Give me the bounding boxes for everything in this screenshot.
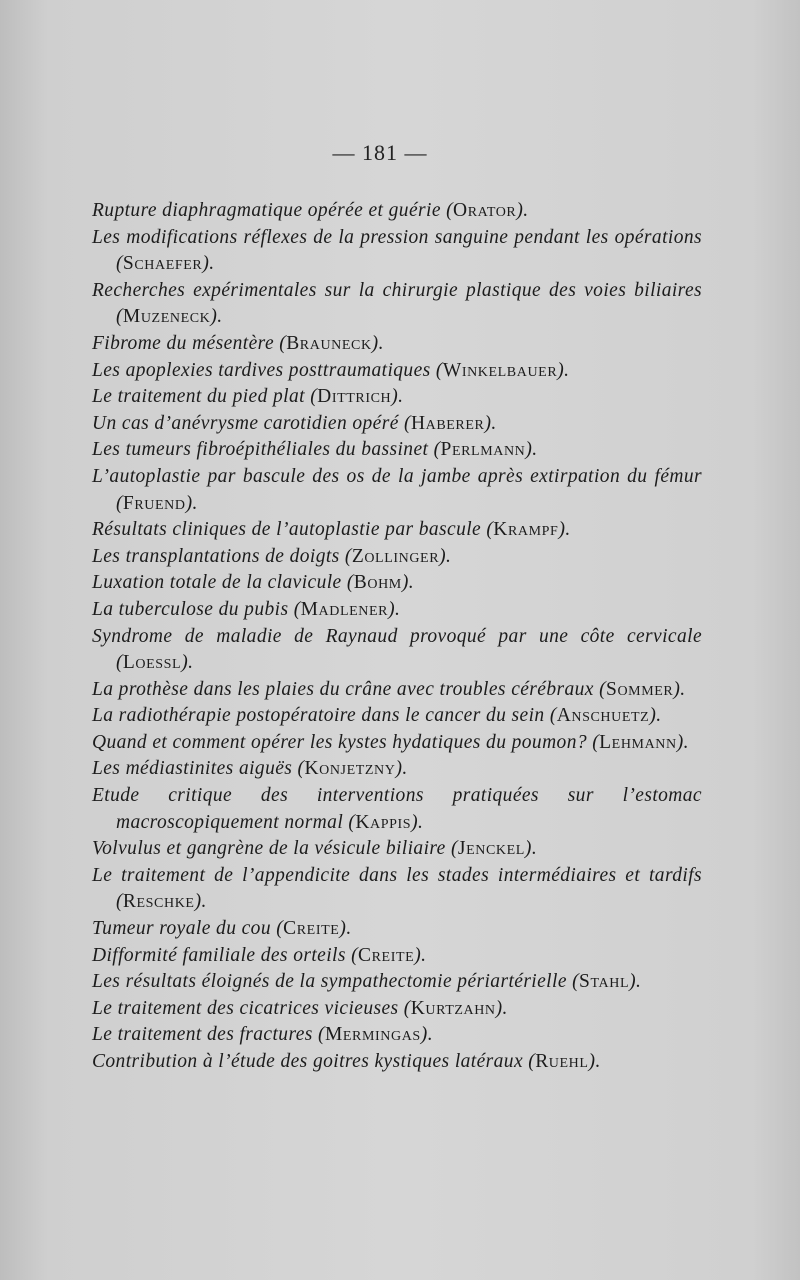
entry-title: Les apoplexies tardives posttraumatiques xyxy=(92,359,431,381)
entry-author: Brauneck xyxy=(286,332,372,354)
bibliography-entry: La radiothérapie postopératoire dans le cancer du sein (Anschuetz). xyxy=(92,705,662,727)
entry-author: Lehmann xyxy=(599,731,677,753)
entry-author: Sommer xyxy=(606,678,674,700)
entry-title: La prothèse dans les plaies du crâne avec troubles cérébraux xyxy=(92,678,594,700)
entry-author: Jenckel xyxy=(457,838,525,860)
entry-title: Rupture diaphragmatique opérée et guérie xyxy=(92,200,441,221)
bibliography-entry: Recherches expérimentales sur la chirurgie plastique des voies biliaires (Muzeneck). xyxy=(92,279,702,328)
entry-title: Les transplantations de doigts xyxy=(92,545,340,567)
entry-title: Contribution à l’étude des goitres kystiques latéraux xyxy=(92,1051,524,1072)
entry-author: Reschke xyxy=(122,891,195,913)
entry-title: Un cas d’anévrysme carotidien opéré xyxy=(92,412,399,434)
bibliography-entry: Rupture diaphragmatique opérée et guérie (Orator). xyxy=(92,200,529,221)
bibliography-entry: Quand et comment opérer les kystes hydatiques du poumon? (Lehmann). xyxy=(92,731,689,753)
entry-author: Dittrich xyxy=(317,386,392,408)
entry-author: Kurtzahn xyxy=(410,997,496,1019)
entry-title: Les tumeurs fibroépithéliales du bassinet xyxy=(92,439,429,461)
bibliography-entry: L’autoplastie par bascule des os de la jambe après extirpation du fémur (Fruend). xyxy=(92,465,702,514)
bibliography-entry: Luxation totale de la clavicule (Bohm). xyxy=(92,572,415,594)
bibliography-entry: Les tumeurs fibroépithéliales du bassinet (Perlmann). xyxy=(92,439,538,461)
bibliography-entry: Les transplantations de doigts (Zollinger). xyxy=(92,545,452,567)
bibliography-entry: Fibrome du mésentère (Brauneck). xyxy=(92,332,384,354)
entry-title: Fibrome du mésentère xyxy=(92,332,275,354)
entry-author: Winkelbauer xyxy=(442,359,558,381)
entry-author: Schaefer xyxy=(122,253,203,275)
entry-title: Les médiastinites aiguës xyxy=(92,758,293,780)
entry-title: La tuberculose du pubis xyxy=(92,598,289,620)
entry-author: Loessl xyxy=(122,652,182,674)
entry-title: Le traitement des fractures xyxy=(92,1024,313,1046)
entry-author: Creite xyxy=(358,944,415,966)
entry-title: Volvulus et gangrène de la vésicule biliaire xyxy=(92,838,446,860)
bibliography-entry: Le traitement des cicatrices vicieuses (Kurtzahn). xyxy=(92,997,508,1019)
bibliography-entry: Tumeur royale du cou (Creite). xyxy=(92,918,352,940)
entry-author: Anschuetz xyxy=(556,705,650,727)
entry-title: Le traitement des cicatrices vicieuses xyxy=(92,997,399,1019)
entry-author: Orator xyxy=(453,200,517,221)
bibliography-list xyxy=(92,198,702,1076)
entry-author: Perlmann xyxy=(440,439,526,461)
bibliography-entry: Etude critique des interventions pratiquées sur l’estomac macroscopiquement normal (Kappis). xyxy=(92,785,702,833)
bibliography-entry: Contribution à l’étude des goitres kystiques latéraux (Ruehl). xyxy=(92,1051,601,1072)
entry-author: Konjetzny xyxy=(304,758,396,780)
entry-title: Difformité familiale des orteils xyxy=(92,944,346,966)
entry-author: Creite xyxy=(283,918,340,940)
bibliography-entry: Volvulus et gangrène de la vésicule biliaire (Jenckel). xyxy=(92,838,538,860)
entry-author: Kappis xyxy=(355,811,412,833)
entry-title: Le traitement de l’appendicite dans les stades intermédiaires et tardifs xyxy=(92,864,702,886)
bibliography-entry: Syndrome de maladie de Raynaud provoqué par une côte cervicale (Loessl). xyxy=(92,625,702,674)
page-number: — 181 — xyxy=(332,140,428,165)
entry-title: Luxation totale de la clavicule xyxy=(92,572,342,594)
entry-title: Recherches expérimentales sur la chirurgie plastique des voies biliaires xyxy=(92,279,702,301)
bibliography-entry: Les résultats éloignés de la sympathectomie périartérielle (Stahl). xyxy=(92,971,642,993)
entry-author: Fruend xyxy=(122,492,186,514)
entry-title: Tumeur royale du cou xyxy=(92,918,271,940)
entry-title: Quand et comment opérer les kystes hydatiques du poumon? xyxy=(92,731,587,753)
entry-author: Haberer xyxy=(410,412,485,434)
bibliography-entry: Les médiastinites aiguës (Konjetzny). xyxy=(92,758,408,780)
bibliography-entry: Le traitement de l’appendicite dans les stades intermédiaires et tardifs (Reschke). xyxy=(92,864,702,913)
bibliography-entry: Le traitement du pied plat (Dittrich). xyxy=(92,386,404,408)
bibliography-entry: Résultats cliniques de l’autoplastie par bascule (Krampf). xyxy=(92,519,571,541)
entry-title: Les modifications réflexes de la pression sanguine pendant les opérations xyxy=(92,226,702,248)
bibliography-entry: Le traitement des fractures (Mermingas). xyxy=(92,1024,433,1046)
entry-author: Bohm xyxy=(353,572,402,594)
entry-author: Krampf xyxy=(493,519,559,541)
bibliography-entry: La prothèse dans les plaies du crâne avec troubles cérébraux (Sommer). xyxy=(92,678,686,700)
entry-author: Madlener xyxy=(300,598,389,620)
entry-author: Ruehl xyxy=(535,1051,589,1072)
bibliography-entry: Un cas d’anévrysme carotidien opéré (Haberer). xyxy=(92,412,497,434)
entry-title: Etude critique des interventions pratiquées sur l’estomac macroscopiquement normal xyxy=(92,785,702,833)
bibliography-entry: Les modifications réflexes de la pression sanguine pendant les opérations (Schaefer). xyxy=(92,226,702,275)
entry-title: Résultats cliniques de l’autoplastie par bascule xyxy=(92,519,482,541)
entry-title: Les résultats éloignés de la sympathectomie périartérielle xyxy=(92,971,567,993)
entry-author: Zollinger xyxy=(351,545,440,567)
entry-author: Stahl xyxy=(579,971,630,993)
entry-author: Mermingas xyxy=(324,1024,421,1046)
entry-title: L’autoplastie par bascule des os de la jambe après extirpation du fémur xyxy=(92,465,702,487)
entry-author: Muzeneck xyxy=(122,306,211,328)
bibliography-entry: La tuberculose du pubis (Madlener). xyxy=(92,598,401,620)
entry-title: Syndrome de maladie de Raynaud provoqué par une côte cervicale xyxy=(92,625,702,647)
entry-title: Le traitement du pied plat xyxy=(92,386,305,408)
entry-title: La radiothérapie postopératoire dans le cancer du sein xyxy=(92,705,545,727)
bibliography-entry: Les apoplexies tardives posttraumatiques (Winkelbauer). xyxy=(92,359,570,381)
bibliography-entry: Difformité familiale des orteils (Creite). xyxy=(92,944,427,966)
